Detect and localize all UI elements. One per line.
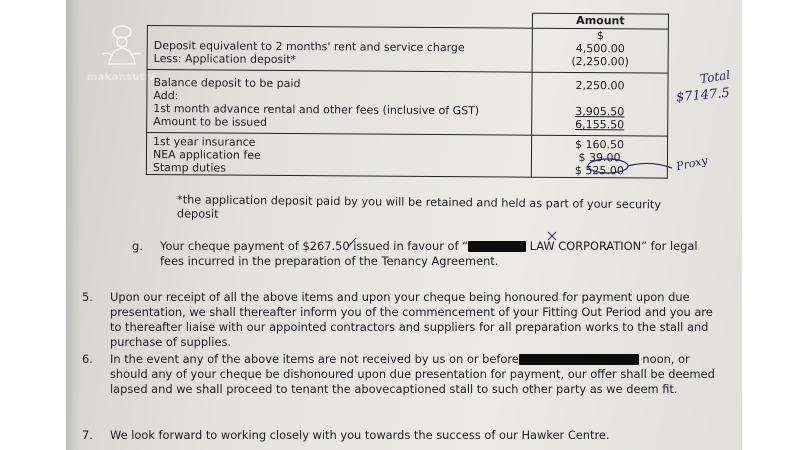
advance-rental-label: 1st month advance rental and other fees (inclusive of GST) bbox=[153, 102, 480, 118]
application-deposit-label: Less: Application deposit* bbox=[153, 52, 297, 67]
deposit-note: *the application deposit paid by you will be retained and held as part of your security deposit bbox=[176, 193, 662, 221]
advance-rental-amount: 3,905.50 bbox=[575, 104, 625, 119]
stamp-duties-amount: $ 525.00 bbox=[574, 163, 624, 178]
add-label: Add: bbox=[153, 89, 179, 103]
application-deposit-amount: (2,250.00) bbox=[571, 54, 629, 69]
item-6-label: 6. bbox=[82, 352, 93, 366]
item-g-label: g. bbox=[132, 239, 143, 253]
balance-amount: 2,250.00 bbox=[575, 78, 625, 93]
insurance-amount: $ 160.50 bbox=[575, 137, 625, 152]
item-5-paragraph: 5. Upon our receipt of all the above items and upon your cheque being honoured for payment upon due presentation, we shall thereafter inform you of the commencement of your Fitting Out Period and you are to thereafter liaise with our appointed contractors and suppliers for all preparation works to the stall and purchase of supplies. bbox=[82, 290, 713, 349]
item-5-label: 5. bbox=[82, 290, 93, 304]
redaction-bar bbox=[468, 241, 526, 252]
balance-desc-cell bbox=[147, 70, 532, 136]
table-row bbox=[147, 70, 668, 137]
fees-desc-cell bbox=[146, 133, 531, 178]
redaction-bar bbox=[519, 354, 639, 365]
deposit-label: Deposit equivalent to 2 months' rent and service charge bbox=[153, 39, 465, 55]
chef-logo-icon bbox=[99, 24, 145, 66]
handwritten-total-label: Total bbox=[699, 67, 731, 87]
nea-fee-amount: $ 39.00 bbox=[578, 151, 621, 165]
deposit-desc-cell bbox=[147, 26, 532, 73]
stamp-duties-label: Stamp duties bbox=[152, 161, 227, 175]
table-row bbox=[147, 26, 668, 74]
balance-label: Balance deposit to be paid bbox=[153, 76, 301, 91]
insurance-label: 1st year insurance bbox=[153, 135, 256, 149]
item-g-paragraph: g. Your cheque payment of $267.50 issued in favour of “ LAW CORPORATION” for legal fees incurred in the preparation of the Tenancy Agreement. bbox=[132, 239, 698, 268]
paper-shadow bbox=[66, 0, 80, 450]
item-6-paragraph: 6. In the event any of the above items are not received by us on or before noon, or should any of your cheque be dishonoured upon due presentation for payment, our offer shall be deemed lapsed and we shall proceed to tenant the abovecaptioned stall to such other party as we deem fit. bbox=[82, 352, 715, 396]
balance-amount-cell bbox=[532, 72, 668, 136]
nea-fee-label: NEA application fee bbox=[152, 148, 261, 162]
amount-issued-label: Amount to be issued bbox=[153, 115, 268, 129]
fees-amount-cell bbox=[531, 135, 667, 178]
item-7-label: 7. bbox=[82, 428, 93, 442]
handwritten-total-value: $7147.5 bbox=[675, 85, 731, 106]
item-7-paragraph: 7. We look forward to working closely with you towards the success of our Hawker Centre. bbox=[82, 428, 610, 442]
handwritten-scribble: Proxy bbox=[674, 153, 709, 174]
amount-issued-value: 6,155.50 bbox=[575, 117, 625, 132]
payment-table bbox=[146, 10, 669, 179]
deposit-amount-cell: $ 4,500.00 (2,250.00) bbox=[532, 28, 668, 73]
table-row bbox=[146, 133, 667, 179]
watermark-text: makansutra bbox=[86, 72, 158, 83]
amount-header: Amount bbox=[532, 13, 668, 29]
deposit-amount: 4,500.00 bbox=[575, 41, 625, 56]
